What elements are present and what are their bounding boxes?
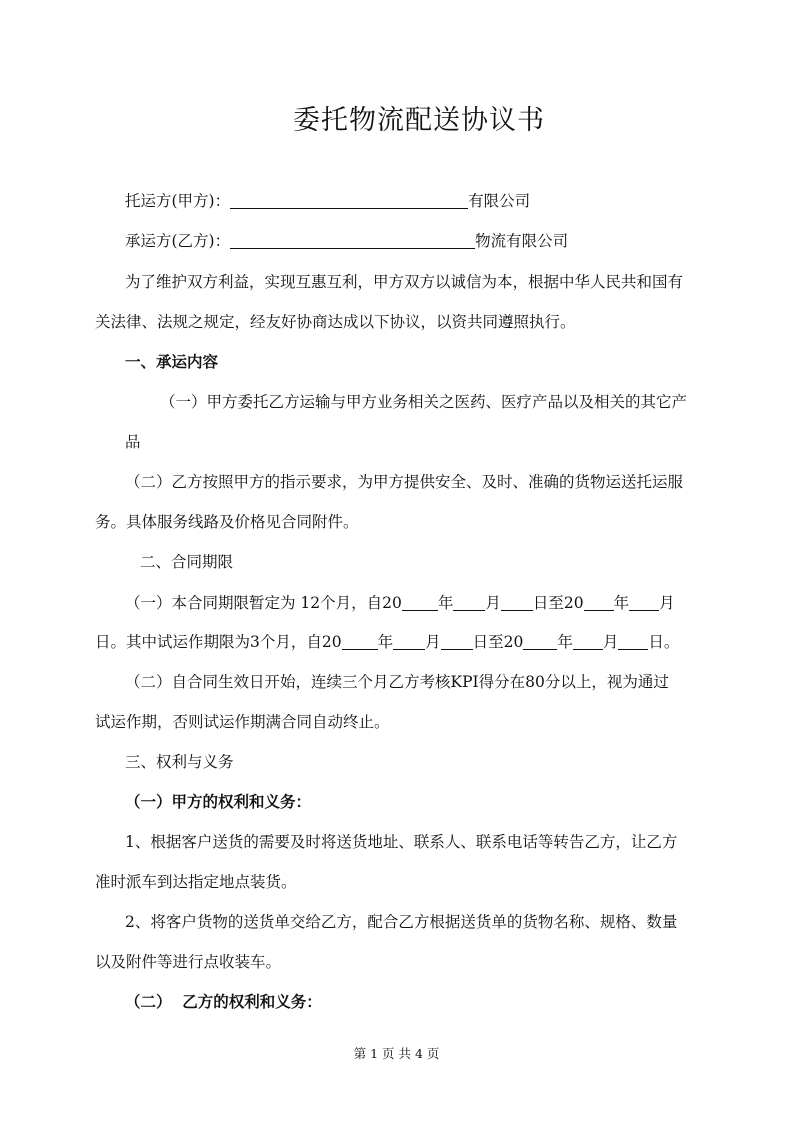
section3-sub1-item1-line1: 1、根据客户送货的需要及时将送货地址、联系人、联系电话等转告乙方，让乙方 bbox=[125, 833, 678, 851]
end-month-blank bbox=[629, 595, 659, 611]
day-to-label: 日至20 bbox=[532, 594, 584, 612]
trial-end-year-blank bbox=[523, 634, 557, 650]
month-label: 月 bbox=[659, 594, 675, 612]
section3-sub1-item1-line2: 准时派车到达指定地点装货。 bbox=[95, 873, 297, 891]
day-end-label: 日。 bbox=[648, 633, 680, 651]
start-month-blank bbox=[453, 595, 485, 611]
term-text: （一）本合同期限暂定为 12个月，自20 bbox=[125, 594, 402, 612]
section1-item1-line2: 品 bbox=[125, 433, 141, 451]
section2-heading: 二、合同期限 bbox=[140, 553, 234, 571]
section1-item2-line1: （二）乙方按照甲方的指示要求，为甲方提供安全、及时、准确的货物运送托运服 bbox=[125, 473, 684, 491]
start-year-blank bbox=[402, 595, 438, 611]
party-a-blank bbox=[230, 193, 468, 209]
party-a-label: 托运方(甲方)： bbox=[125, 192, 231, 210]
trial-start-month-blank bbox=[393, 634, 425, 650]
section1-item1-line1: （一）甲方委托乙方运输与甲方业务相关之医药、医疗产品以及相关的其它产 bbox=[160, 393, 688, 411]
day-to-label: 日至20 bbox=[472, 633, 524, 651]
party-b-label: 承运方(乙方)： bbox=[125, 232, 231, 250]
section2-item1-line1 bbox=[125, 593, 705, 613]
section1-heading: 一、承运内容 bbox=[125, 352, 219, 371]
year-label: 年 bbox=[377, 633, 394, 651]
intro-line-1: 为了维护双方利益，实现互惠互利，甲方双方以诚信为本，根据中华人民共和国有 bbox=[125, 273, 684, 291]
party-a-line bbox=[125, 191, 730, 211]
month-label: 月 bbox=[602, 633, 619, 651]
month-label: 月 bbox=[425, 633, 441, 651]
page-footer: 第 1 页 共 4 页 bbox=[353, 1046, 440, 1061]
section2-item2-line1: （二）自合同生效日开始，连续三个月乙方考核KPI得分在80分以上，视为通过 bbox=[125, 673, 669, 691]
trial-term-text: 日。其中试运作期限为3个月，自20 bbox=[95, 633, 342, 651]
trial-end-day-blank bbox=[618, 634, 648, 650]
end-year-blank bbox=[584, 595, 614, 611]
section3-sub1-item2-line2: 以及附件等进行点收装车。 bbox=[95, 953, 282, 971]
section3-sub1-heading: （一）甲方的权利和义务： bbox=[125, 792, 312, 811]
party-b-suffix: 物流有限公司 bbox=[475, 232, 569, 250]
section2-item1-line2 bbox=[95, 632, 705, 652]
party-b-blank bbox=[230, 233, 475, 249]
year-label: 年 bbox=[557, 633, 573, 651]
intro-line-2: 关法律、法规之规定，经友好协商达成以下协议，以资共同遵照执行。 bbox=[95, 313, 576, 331]
document-title: 委托物流配送协议书 bbox=[293, 105, 545, 136]
section3-sub1-item2-line1: 2、将客户货物的送货单交给乙方，配合乙方根据送货单的货物名称、规格、数量 bbox=[125, 913, 678, 931]
trial-start-day-blank bbox=[441, 634, 473, 650]
start-day-blank bbox=[501, 595, 533, 611]
trial-start-year-blank bbox=[342, 634, 378, 650]
year-label: 年 bbox=[613, 594, 630, 612]
section2-item2-line2: 试运作期，否则试运作期满合同自动终止。 bbox=[95, 713, 390, 731]
party-b-line bbox=[125, 231, 730, 251]
month-label: 月 bbox=[485, 594, 501, 612]
trial-end-month-blank bbox=[573, 634, 603, 650]
year-label: 年 bbox=[437, 594, 454, 612]
section3-sub2-heading: （二） 乙方的权利和义务： bbox=[125, 992, 322, 1011]
section1-item2-line2: 务。具体服务线路及价格见合同附件。 bbox=[95, 513, 359, 531]
party-a-suffix: 有限公司 bbox=[468, 192, 531, 210]
section3-heading: 三、权利与义务 bbox=[125, 753, 234, 771]
